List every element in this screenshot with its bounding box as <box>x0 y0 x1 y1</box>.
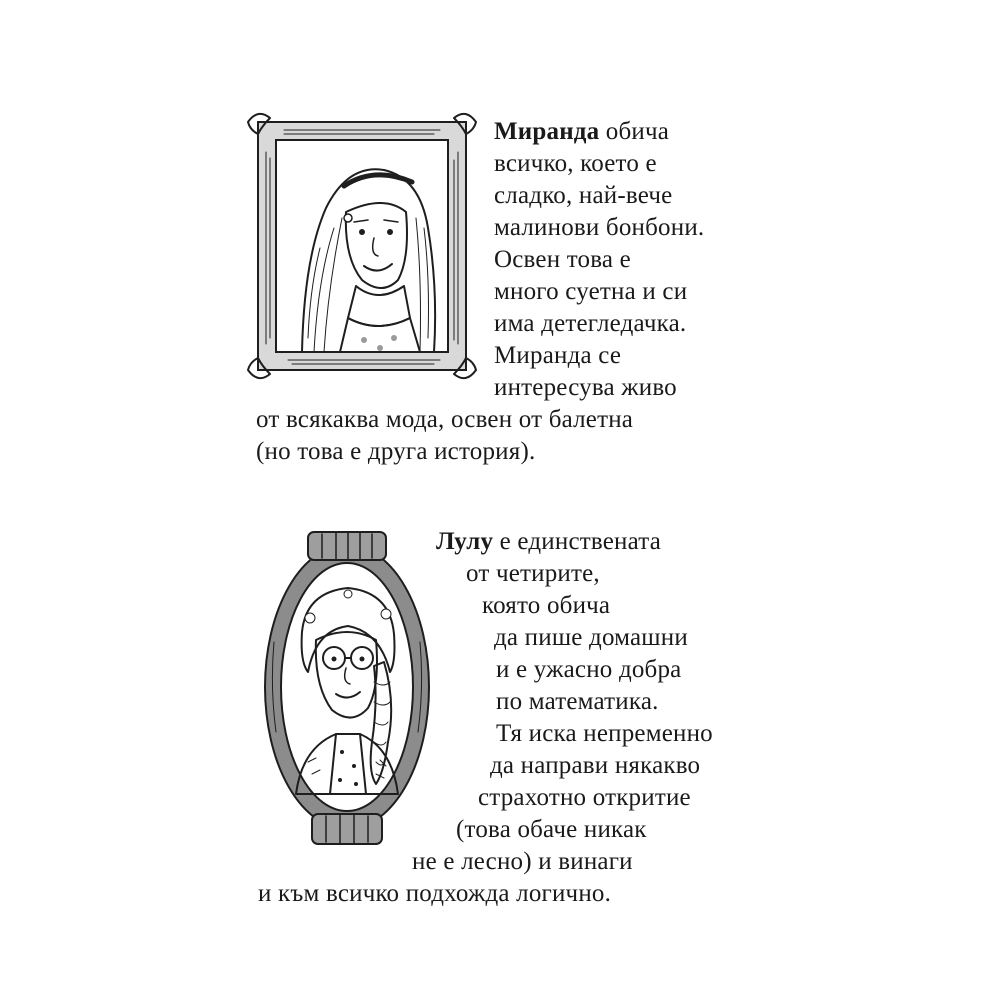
lulu-line-11: не е лесно) и винаги <box>412 848 633 875</box>
miranda-line-8: Миранда се <box>494 342 622 369</box>
square-frame-illustration <box>244 108 480 384</box>
miranda-line-11: (но това е друга история). <box>256 438 536 465</box>
lulu-line-2: от четирите, <box>466 560 600 587</box>
lulu-line-10: (това обаче никак <box>456 816 647 843</box>
miranda-line-10: от всякаква мода, освен от балетна <box>256 406 634 433</box>
oval-frame-illustration <box>256 522 438 852</box>
miranda-line-4: малинови бонбони. <box>494 214 705 241</box>
miranda-line-7: има детегледачка. <box>494 310 687 337</box>
miranda-line-6: много суетна и си <box>494 278 688 305</box>
lulu-name: Лулу <box>436 528 494 555</box>
miranda-line-9: интересува живо <box>494 374 677 401</box>
miranda-line-1-text: обича <box>599 118 670 145</box>
lulu-line-7: Тя иска непременно <box>496 720 713 747</box>
lulu-line-9: страхотно откритие <box>478 784 691 811</box>
miranda-portrait <box>244 108 480 384</box>
lulu-portrait <box>256 522 438 852</box>
lulu-line-6: по математика. <box>496 688 659 715</box>
lulu-line-8: да направи някакво <box>490 752 701 779</box>
miranda-line-5: Освен това е <box>494 246 631 273</box>
miranda-line-1 <box>494 116 669 148</box>
miranda-line-2: всичко, което е <box>494 150 657 177</box>
lulu-line-4: да пише домашни <box>494 624 688 651</box>
miranda-name: Миранда <box>494 118 600 145</box>
lulu-line-5: и е ужасно добра <box>496 656 682 683</box>
lulu-line-1-text: е единствената <box>493 528 661 555</box>
lulu-line-3: която обича <box>482 592 611 619</box>
miranda-line-3: сладко, най-вече <box>494 182 673 209</box>
lulu-line-1 <box>436 526 661 558</box>
lulu-line-12: и към всичко подхожда логично. <box>258 880 612 907</box>
